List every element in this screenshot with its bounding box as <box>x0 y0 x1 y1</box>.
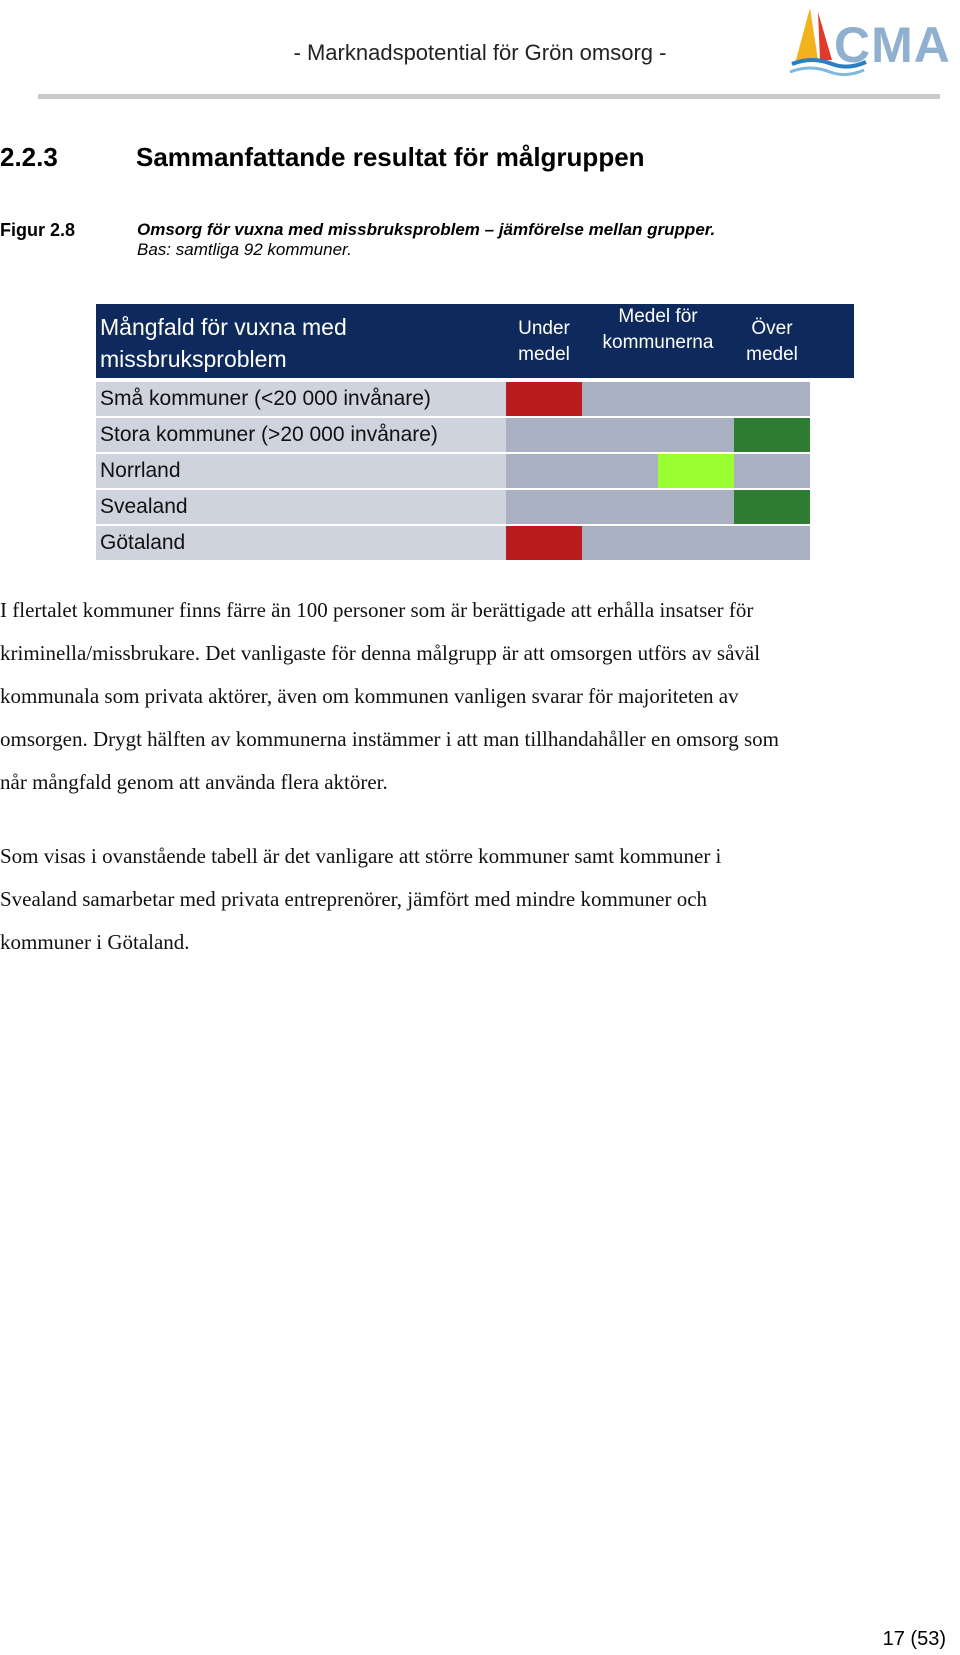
result-cell <box>582 382 658 416</box>
text-line: Som visas i ovanstående tabell är det vanligare att större kommuner samt kommuner i <box>0 844 722 868</box>
result-cell <box>506 382 582 416</box>
text-line: kommunala som privata aktörer, även om kommunen vanligen svarar för majoriteten av <box>0 684 739 708</box>
section-number: 2.2.3 <box>0 142 58 172</box>
table-header <box>96 304 854 378</box>
figure-caption-title: Omsorg för vuxna med missbruksproblem – jämförelse mellan grupper. <box>137 220 716 239</box>
table-title: Mångfald för vuxna med missbruksproblem <box>100 314 347 372</box>
running-header: - Marknadspotential för Grön omsorg - <box>293 40 667 65</box>
column-header-over-line1: Över <box>751 318 793 339</box>
result-cell <box>734 418 810 452</box>
column-header-under <box>506 316 582 368</box>
result-cell <box>734 526 810 560</box>
body-paragraph-1 <box>0 589 940 804</box>
result-cell <box>734 454 810 488</box>
column-header-mid <box>582 304 734 356</box>
column-header-over-line2: medel <box>746 344 798 365</box>
page-number: 17 (53) <box>882 1628 946 1650</box>
figure-label: Figur 2.8 <box>0 220 76 240</box>
cma-logo <box>788 2 960 80</box>
result-cell <box>658 526 734 560</box>
result-cell <box>734 490 810 524</box>
text-line: omsorgen. Drygt hälften av kommunerna instämmer i att man tillhandahåller en omsorg som <box>0 727 779 751</box>
result-cell <box>506 418 582 452</box>
result-cell <box>658 382 734 416</box>
figure-caption <box>137 220 937 260</box>
row-label: Svealand <box>96 490 524 524</box>
result-cell <box>582 526 658 560</box>
row-label: Norrland <box>96 454 524 488</box>
text-line: kommuner i Götaland. <box>0 930 190 954</box>
section-title: Sammanfattande resultat för målgruppen <box>136 142 645 172</box>
row-label: Små kommuner (<20 000 invånare) <box>96 382 524 416</box>
column-header-under-line2: medel <box>518 344 570 365</box>
text-line: når mångfald genom att använda flera aktörer. <box>0 770 388 794</box>
column-header-mid-line1: Medel för <box>618 306 698 327</box>
result-cell <box>658 418 734 452</box>
result-cell <box>506 490 582 524</box>
result-cell <box>506 454 582 488</box>
result-cell <box>582 418 658 452</box>
result-cell <box>658 490 734 524</box>
column-header-over <box>734 316 810 368</box>
result-cell <box>658 454 734 488</box>
body-paragraph-2 <box>0 835 940 964</box>
text-line: I flertalet kommuner finns färre än 100 personer som är berättigade att erhålla insatser för <box>0 598 754 622</box>
column-header-mid-line2: kommunerna <box>602 332 714 353</box>
result-cell <box>582 454 658 488</box>
result-cell <box>582 490 658 524</box>
header-rule <box>38 94 940 99</box>
result-cell <box>734 382 810 416</box>
result-cell <box>506 526 582 560</box>
figure-caption-base: Bas: samtliga 92 kommuner. <box>137 240 352 259</box>
row-label: Götaland <box>96 526 524 560</box>
text-line: Svealand samarbetar med privata entreprenörer, jämfört med mindre kommuner och <box>0 887 708 911</box>
logo-text: CMA <box>834 17 951 73</box>
column-header-under-line1: Under <box>518 318 570 339</box>
text-line: kriminella/missbrukare. Det vanligaste för denna målgrupp är att omsorgen utförs av såväl <box>0 641 761 665</box>
comparison-table <box>96 304 854 572</box>
row-label: Stora kommuner (>20 000 invånare) <box>96 418 524 452</box>
